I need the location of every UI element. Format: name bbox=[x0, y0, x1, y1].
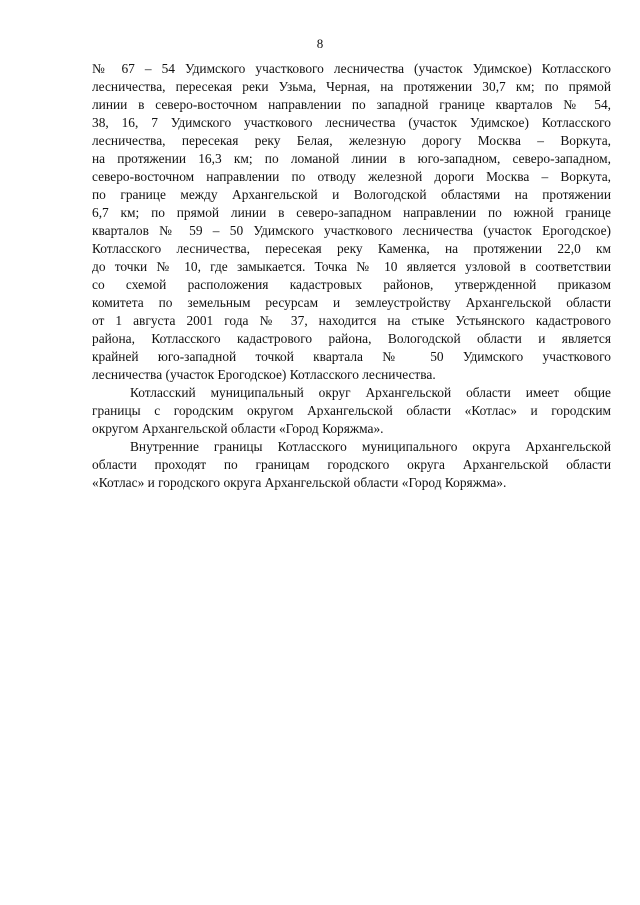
paragraph-line: «Котлас» и городского округа Архангельской области «Город Коряжма». bbox=[92, 475, 507, 490]
paragraph-line: крайней юго-западной точкой квартала № 50 Удимского участкового bbox=[92, 349, 611, 364]
paragraph-line: Котласский муниципальный округ Архангельской области имеет общие bbox=[130, 385, 611, 400]
paragraph-line: северо-восточном направлении по отводу железной дороги Москва – Воркута, bbox=[92, 169, 611, 184]
paragraph-line: на протяжении 16,3 км; по ломаной линии в юго-западном, северо-западном, bbox=[92, 151, 611, 166]
paragraph-line: комитета по земельным ресурсам и землеустройству Архангельской области bbox=[92, 295, 611, 310]
paragraph-line: линии в северо-восточном направлении по западной границе кварталов № 54, bbox=[92, 97, 611, 112]
paragraph-line: округом Архангельской области «Город Коряжма». bbox=[92, 421, 384, 436]
paragraph-line: 6,7 км; по прямой линии в северо-западном направлении по южной границе bbox=[92, 205, 611, 220]
paragraph-line: Котласского лесничества, пересекая реку Каменка, на протяжении 22,0 км bbox=[92, 241, 611, 256]
paragraph-line: от 1 августа 2001 года № 37, находится на стыке Устьянского кадастрового bbox=[92, 313, 611, 328]
paragraph-line: со схемой расположения кадастровых районов, утвержденной приказом bbox=[92, 277, 611, 292]
page-number: 8 bbox=[316, 36, 324, 51]
paragraph-line: границы с городским округом Архангельской области «Котлас» и городским bbox=[92, 403, 611, 418]
paragraph-line: лесничества, пересекая реку Белая, железную дорогу Москва – Воркута, bbox=[92, 133, 611, 148]
paragraph-line: области проходят по границам городского округа Архангельской области bbox=[92, 457, 611, 472]
paragraph-line: Внутренние границы Котласского муниципального округа Архангельской bbox=[130, 439, 611, 454]
paragraph-line: до точки № 10, где замыкается. Точка № 10 является узловой в соответствии bbox=[92, 259, 611, 274]
paragraph-line: района, Котласского кадастрового района, Вологодской области и является bbox=[92, 331, 611, 346]
paragraph-line: лесничества, пересекая реки Узьма, Черная, на протяжении 30,7 км; по прямой bbox=[92, 79, 611, 94]
paragraph-line: по границе между Архангельской и Вологодской областями на протяжении bbox=[92, 187, 611, 202]
paragraph-line: 38, 16, 7 Удимского участкового лесничества (участок Удимское) Котласского bbox=[92, 115, 611, 130]
paragraph-line: кварталов № 59 – 50 Удимского участкового лесничества (участок Ерогодское) bbox=[92, 223, 611, 238]
paragraph-line: лесничества (участок Ерогодское) Котласского лесничества. bbox=[92, 367, 436, 382]
paragraph-line: № 67 – 54 Удимского участкового лесничества (участок Удимское) Котласского bbox=[92, 61, 611, 76]
